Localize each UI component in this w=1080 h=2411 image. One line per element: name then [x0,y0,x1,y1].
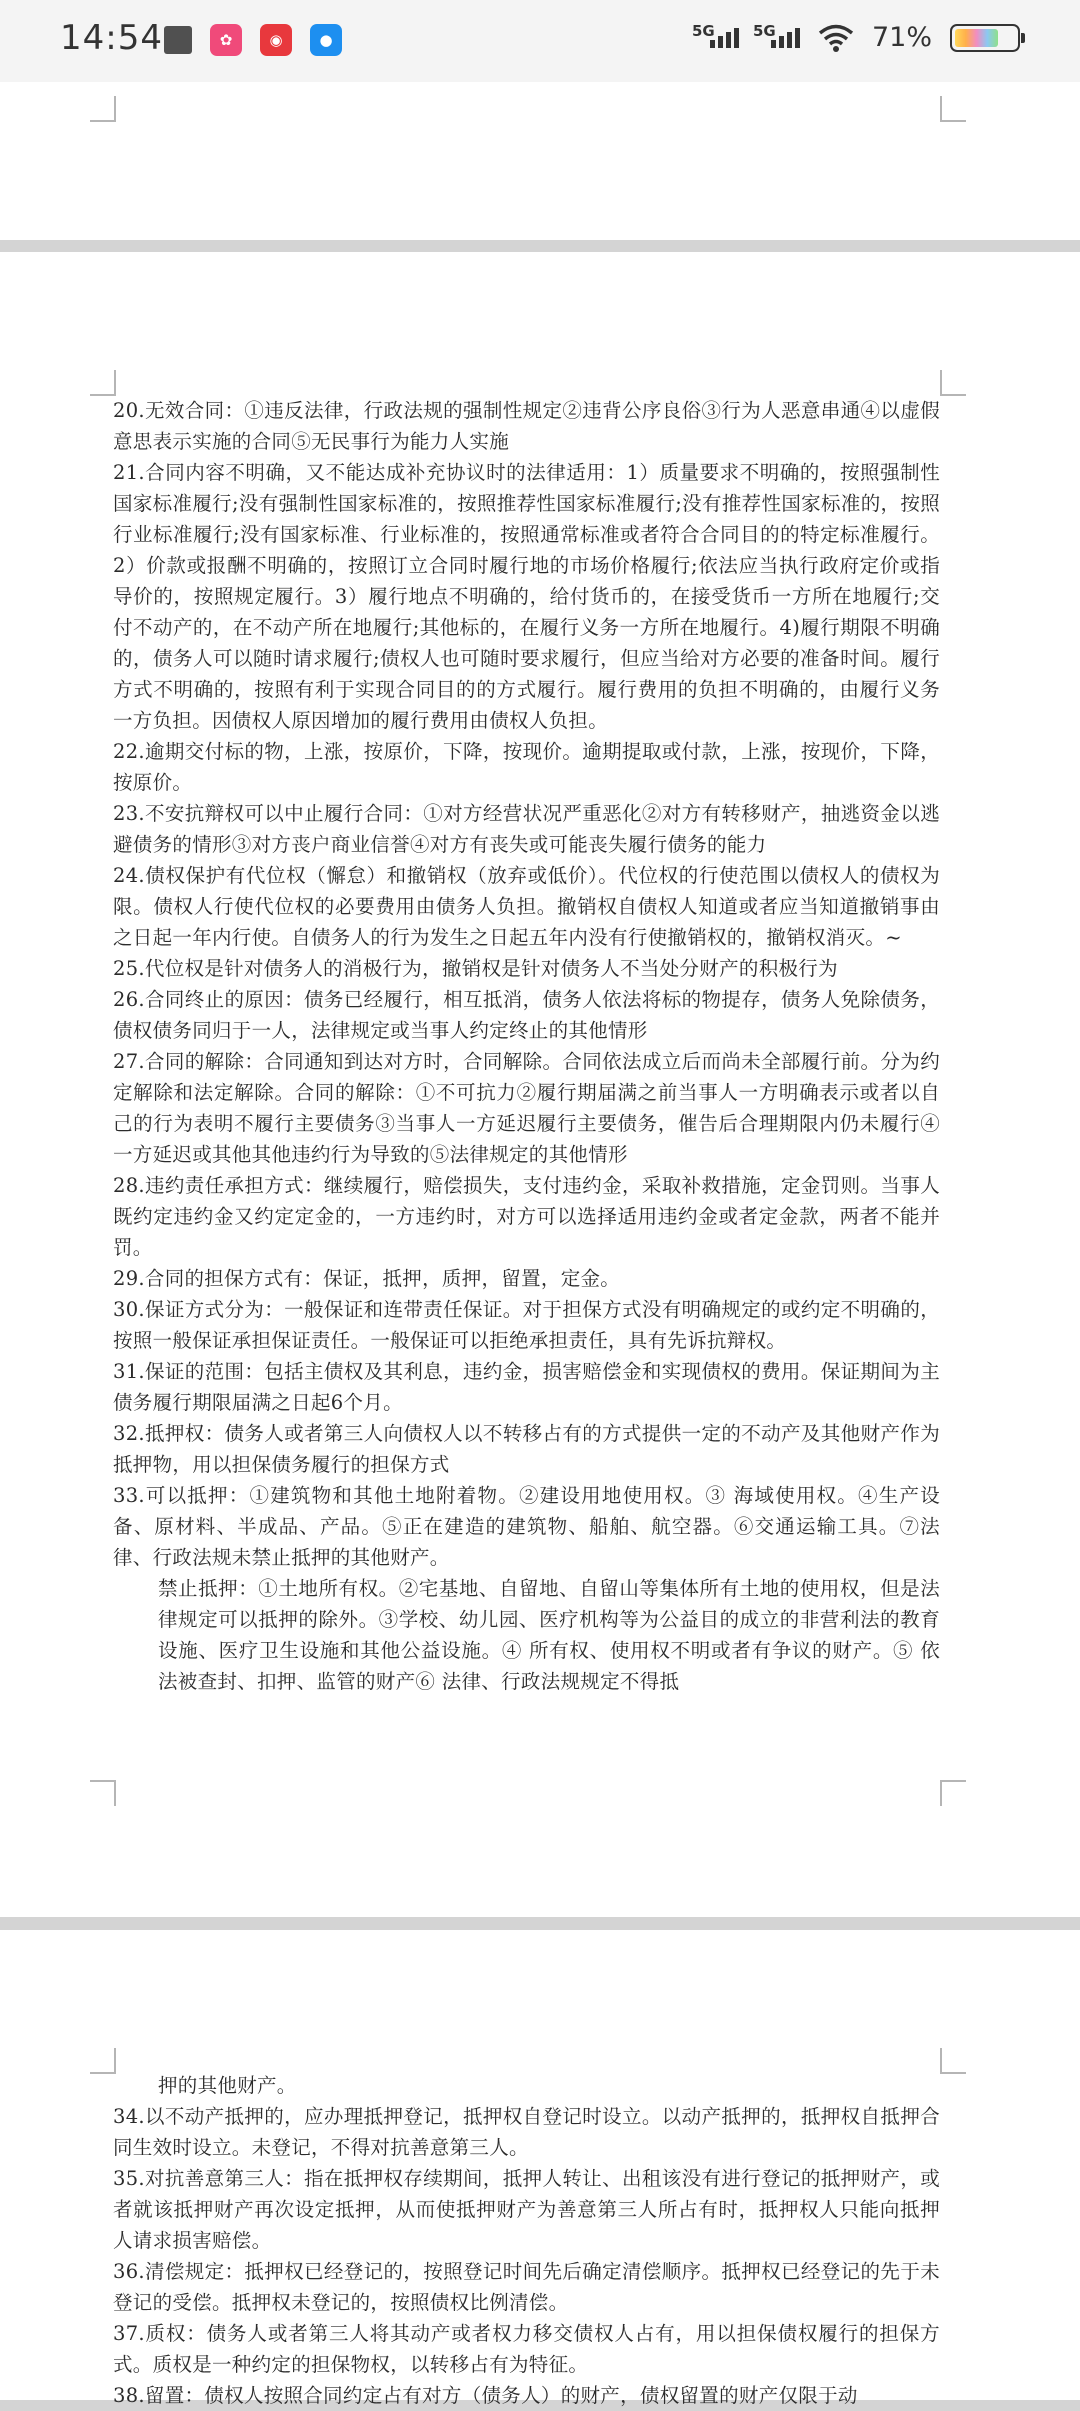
paragraph: 22.逾期交付标的物，上涨，按原价，下降，按现价。逾期提取或付款，上涨，按现价，下降，按原价。 [113,740,940,794]
page-text [113,395,940,1697]
paragraph: 26.合同终止的原因：债务已经履行，相互抵消，债务人依法将标的物提存，债务人免除债务，债权债务同归于一人，法律规定或当事人约定终止的其他情形 [113,988,940,1042]
paragraph: 30.保证方式分为：一般保证和连带责任保证。对于担保方式没有明确规定的或约定不明确的，按照一般保证承担保证责任。一般保证可以拒绝承担责任，具有先诉抗辩权。 [113,1298,940,1352]
document-page-2[interactable] [0,252,1080,1917]
paragraph: 23.不安抗辩权可以中止履行合同：①对方经营状况严重恶化②对方有转移财产，抽逃资金以逃避债务的情形③对方丧户商业信誉④对方有丧失或可能丧失履行债务的能力 [113,802,940,856]
paragraph: 21.合同内容不明确，又不能达成补充协议时的法律适用：1）质量要求不明确的，按照强制性国家标准履行;没有强制性国家标准的，按照推荐性国家标准履行;没有推荐性国家标准的，按照行业标准履行;没有国家标准、行业标准的，按照通常标准或者符合合同目的的特定标准履行。2）价款或报酬不明确的，按照订立合同时履行地的市场价格履行;依法应当执行政府定价或指导价的，按照规定履行。3）履行地点不明确的，给付货币的，在接受货币一方所在地履行;交付不动产的，在不动产所在地履行;其他标的，在履行义务一方所在地履行。4)履行期限不明确的，债务人可以随时请求履行;债权人也可随时要求履行，但应当给对方必要的准备时间。履行方式不明确的，按照有利于实现合同目的的方式履行。履行费用的负担不明确的，由履行义务一方负担。因债权人原因增加的履行费用由债权人负担。 [113,461,940,732]
notification-app-icon [164,26,192,54]
blue-assistant-icon: ● [310,24,342,56]
signal-icon: 5G [696,28,739,48]
page-corner-mark [90,1780,116,1806]
netease-music-icon: ◉ [260,24,292,56]
status-bar [0,0,1080,82]
paragraph: 32.抵押权：债务人或者第三人向债权人以不转移占有的方式提供一定的不动产及其他财产作为抵押物，用以担保债务履行的担保方式 [113,1422,940,1476]
paragraph: 38.留置：债权人按照合同约定占有对方（债务人）的财产，债权留置的财产仅限于动 [113,2384,858,2407]
page-corner-mark [90,96,116,122]
paragraph-continuation: 押的其他财产。 [158,2074,297,2097]
pink-app-icon: ✿ [210,24,242,56]
signal-icon: 5G [757,28,800,48]
battery-icon [950,24,1020,52]
paragraph: 35.对抗善意第三人：指在抵押权存续期间，抵押人转让、出租该没有进行登记的抵押财产，或者就该抵押财产再次设定抵押，从而使抵押财产为善意第三人所占有时，抵押权人只能向抵押人请求损害赔偿。 [113,2167,940,2252]
paragraph: 34.以不动产抵押的，应办理抵押登记，抵押权自登记时设立。以动产抵押的，抵押权自抵押合同生效时设立。未登记，不得对抗善意第三人。 [113,2105,940,2159]
paragraph: 36.清偿规定：抵押权已经登记的，按照登记时间先后确定清偿顺序。抵押权已经登记的先于未登记的受偿。抵押权未登记的，按照债权比例清偿。 [113,2260,940,2314]
wifi-icon [818,24,854,52]
paragraph: 27.合同的解除：合同通知到达对方时，合同解除。合同依法成立后而尚未全部履行前。分为约定解除和法定解除。合同的解除：①不可抗力②履行期届满之前当事人一方明确表示或者以自己的行为表明不履行主要债务③当事人一方延迟履行主要债务，催告后合理期限内仍未履行④一方延迟或其他其他违约行为导致的⑤法律规定的其他情形 [113,1050,940,1166]
status-time: 14:54 [60,18,163,58]
status-right [691,21,1020,53]
page-corner-mark [940,2048,966,2074]
paragraph: 28.违约责任承担方式：继续履行，赔偿损失，支付违约金，采取补救措施，定金罚则。当事人既约定违约金又约定定金的，一方违约时，对方可以选择适用违约金或者定金款，两者不能并罚。 [113,1174,940,1259]
paragraph: 29.合同的担保方式有：保证，抵押，质押，留置，定金。 [113,1267,621,1290]
page-corner-mark [940,96,966,122]
paragraph: 37.质权：债务人或者第三人将其动产或者权力移交债权人占有，用以担保债权履行的担保方式。质权是一种约定的担保物权，以转移占有为特征。 [113,2322,940,2376]
page-corner-mark [940,1780,966,1806]
page-corner-mark [940,370,966,396]
page-text [113,2070,940,2411]
paragraph: 20.无效合同：①违反法律，行政法规的强制性规定②违背公序良俗③行为人恶意串通④以虚假意思表示实施的合同⑤无民事行为能力人实施 [113,399,940,453]
document-page-3[interactable] [0,1930,1080,2407]
notification-icons [164,24,342,56]
battery-fill [955,29,998,47]
paragraph: 31.保证的范围：包括主债权及其利息，违约金，损害赔偿金和实现债权的费用。保证期间为主债务履行期限届满之日起6个月。 [113,1360,940,1414]
battery-percent: 71% [871,22,932,53]
page-corner-mark [90,370,116,396]
paragraph-indented: 禁止抵押：①土地所有权。②宅基地、自留地、自留山等集体所有土地的使用权，但是法律规定可以抵押的除外。③学校、幼儿园、医疗机构等为公益目的成立的非营利法的教育设施、医疗卫生设施和其他公益设施。④ 所有权、使用权不明或者有争议的财产。⑤ 依法被查封、扣押、监管的财产⑥ 法律、行政法规规定不得抵 [158,1577,940,1693]
document-page-1[interactable] [0,60,1080,240]
paragraph: 33.可以抵押：①建筑物和其他土地附着物。②建设用地使用权。③ 海域使用权。④生产设备、原材料、半成品、产品。⑤正在建造的建筑物、船舶、航空器。⑥交通运输工具。⑦法律、行政法规未禁止抵押的其他财产。 [113,1484,940,1569]
paragraph: 24.债权保护有代位权（懈怠）和撤销权（放弃或低价）。代位权的行使范围以债权人的债权为限。债权人行使代位权的必要费用由债务人负担。撤销权自债权人知道或者应当知道撤销事由之日起一年内行使。自债务人的行为发生之日起五年内没有行使撤销权的，撤销权消灭。~ [113,864,940,949]
paragraph: 25.代位权是针对债务人的消极行为，撤销权是针对债务人不当处分财产的积极行为 [113,957,838,980]
